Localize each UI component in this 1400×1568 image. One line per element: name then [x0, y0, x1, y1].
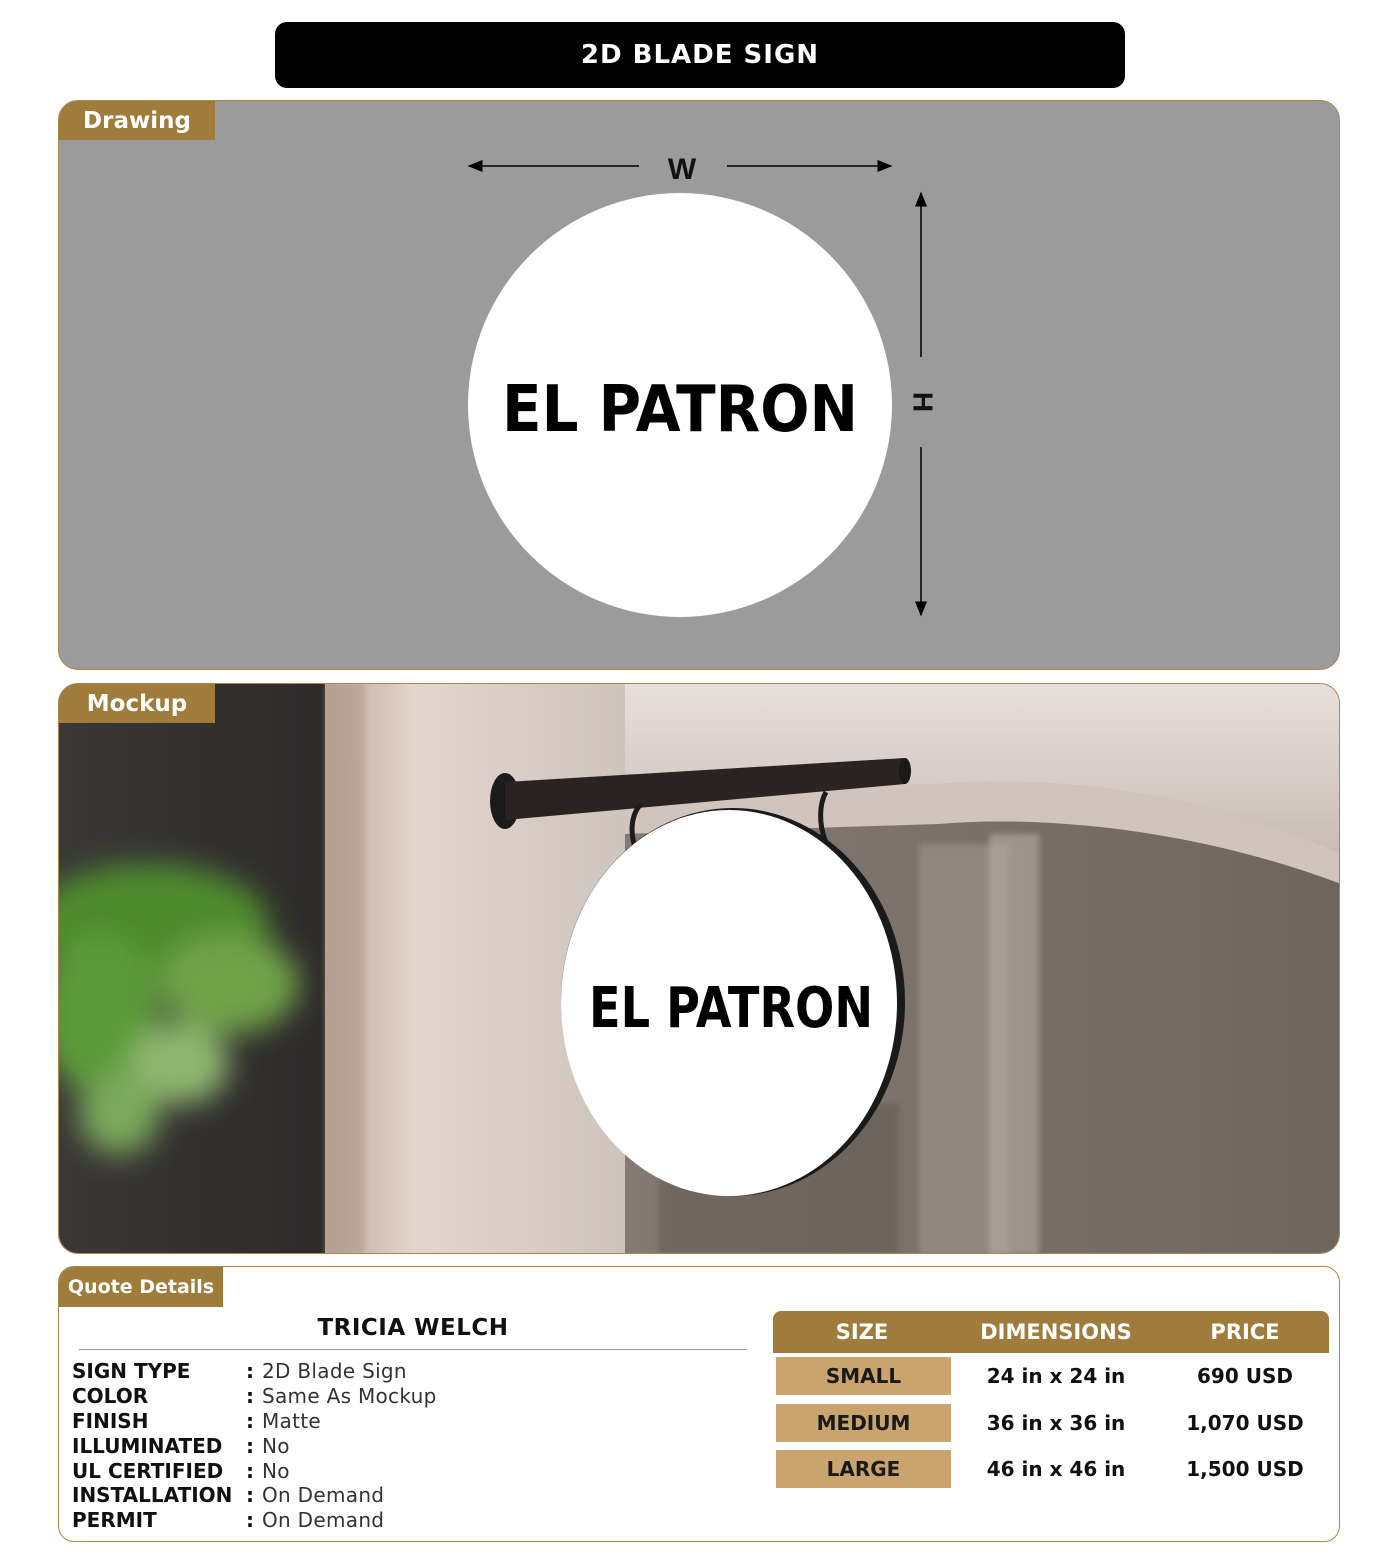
customer-divider — [79, 1349, 747, 1350]
mockup-panel — [58, 683, 1340, 1254]
price-row — [773, 1400, 1329, 1447]
height-label: H — [907, 391, 939, 413]
spec-label: UL CERTIFIED — [72, 1458, 224, 1483]
mockup-scene — [59, 684, 1340, 1254]
dimensions-cell: 24 in x 24 in — [986, 1364, 1126, 1389]
size-cell: SMALL — [776, 1357, 951, 1395]
spec-label: COLOR — [72, 1384, 149, 1409]
spec-colon: : — [246, 1433, 254, 1458]
price-row — [773, 1446, 1329, 1493]
quote-panel — [58, 1266, 1340, 1542]
header-price: PRICE — [1210, 1320, 1280, 1344]
drawing-svg — [59, 101, 1340, 670]
spec-row — [72, 1409, 437, 1434]
spec-label: SIGN TYPE — [72, 1359, 191, 1384]
sign-text: EL PATRON — [502, 373, 858, 447]
spec-label: FINISH — [72, 1408, 149, 1433]
spec-row — [72, 1508, 437, 1533]
spec-value: Same As Mockup — [262, 1384, 437, 1409]
spec-value: On Demand — [262, 1508, 385, 1533]
header-size: SIZE — [835, 1320, 889, 1344]
spec-colon: : — [246, 1408, 254, 1433]
dimensions-cell: 36 in x 36 in — [986, 1410, 1126, 1435]
spec-value: No — [262, 1458, 290, 1483]
spec-row — [72, 1458, 437, 1483]
quote-tag: Quote Details — [59, 1267, 223, 1307]
mockup-sign-text: EL PATRON — [589, 976, 873, 1041]
size-cell: MEDIUM — [776, 1404, 951, 1442]
spec-row — [72, 1359, 437, 1384]
drawing-tag: Drawing — [59, 101, 215, 140]
price-row — [773, 1353, 1329, 1400]
dimensions-cell: 46 in x 46 in — [986, 1457, 1126, 1482]
spec-row — [72, 1384, 437, 1409]
spec-value: Matte — [262, 1408, 321, 1433]
price-cell: 690 USD — [1197, 1364, 1293, 1389]
spec-row — [72, 1433, 437, 1458]
spec-colon: : — [246, 1508, 254, 1533]
header-dimensions: DIMENSIONS — [980, 1320, 1132, 1344]
drawing-panel — [58, 100, 1340, 670]
spec-value: No — [262, 1433, 290, 1458]
spec-label: INSTALLATION — [72, 1483, 233, 1508]
price-cell: 1,500 USD — [1186, 1457, 1304, 1482]
spec-list — [72, 1359, 437, 1533]
spec-row — [72, 1483, 437, 1508]
page-title: 2D BLADE SIGN — [275, 22, 1125, 88]
customer-name: TRICIA WELCH — [317, 1315, 509, 1341]
spec-value: On Demand — [262, 1483, 385, 1508]
width-label: W — [667, 153, 697, 186]
price-table-header — [773, 1311, 1329, 1353]
spec-label: PERMIT — [72, 1508, 157, 1533]
spec-colon: : — [246, 1359, 254, 1384]
price-cell: 1,070 USD — [1186, 1410, 1304, 1435]
spec-colon: : — [246, 1458, 254, 1483]
mockup-tag: Mockup — [59, 684, 215, 723]
price-table — [773, 1311, 1329, 1493]
spec-label: ILLUMINATED — [72, 1433, 223, 1458]
spec-value: 2D Blade Sign — [262, 1359, 407, 1384]
spec-colon: : — [246, 1483, 254, 1508]
size-cell: LARGE — [776, 1450, 951, 1488]
spec-colon: : — [246, 1384, 254, 1409]
